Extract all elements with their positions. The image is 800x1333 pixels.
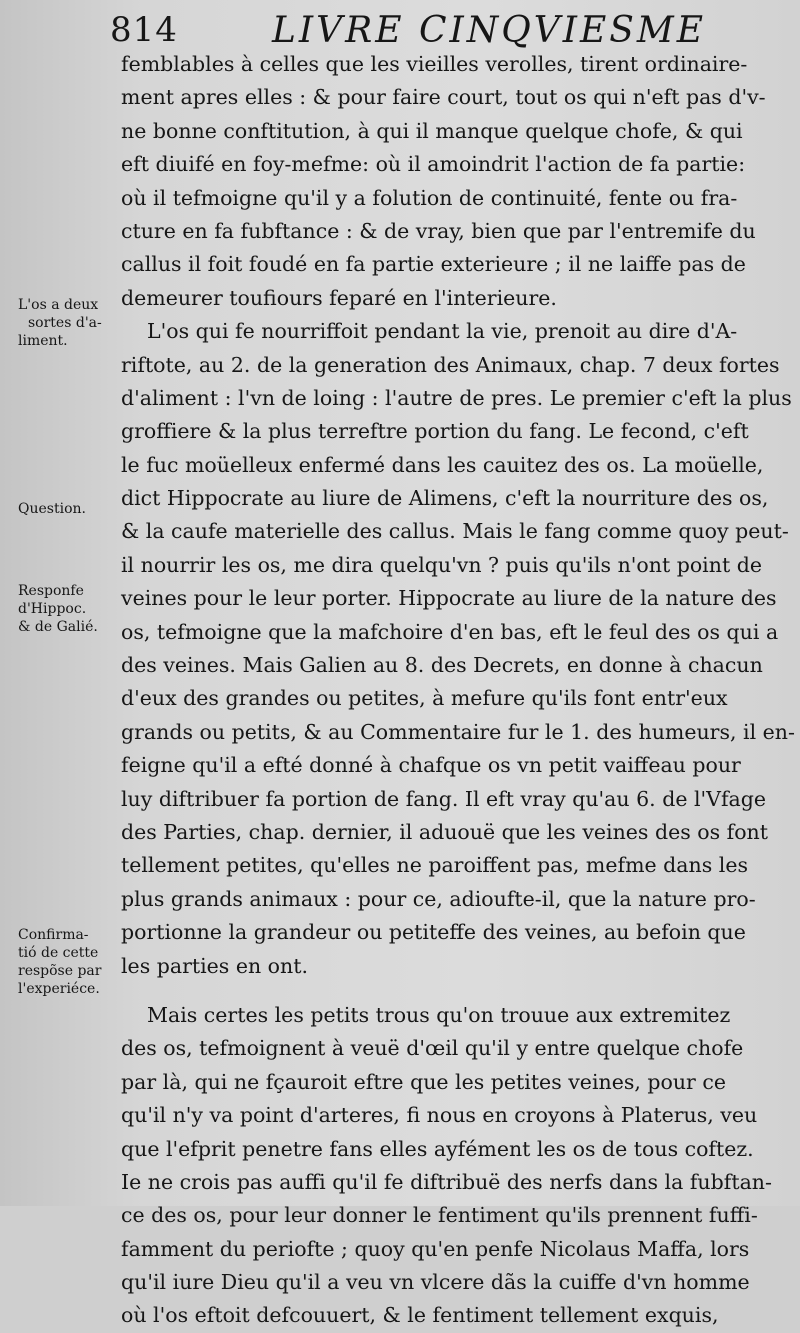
margin-note-line: Responfe [18,583,84,599]
text-line: par là, qui ne fçauroit eftre que les petites veines, pour ce [121,1069,726,1094]
text-line: groffiere & la plus terreftre portion du fang. Le fecond, c'eft [121,419,749,444]
text-line: ce des os, pour leur donner le fentiment qu'ils prennent fuffi- [121,1203,758,1228]
text-line: qu'il iure Dieu qu'il a veu vn vlcere dãs la cuiffe d'vn homme [121,1270,750,1295]
running-title: LIVRE CINQVIESME [272,10,707,51]
text-line: tellement petites, qu'elles ne paroiffent pas, mefme dans les [121,853,748,878]
margin-note-line: Question. [18,501,86,517]
main-text-column [121,48,793,1333]
text-line: les parties en ont. [121,953,308,978]
text-line: riftote, au 2. de la generation des Animaux, chap. 7 deux fortes [121,352,780,377]
margin-note-line: Confirma- [18,927,89,943]
margin-note-line: sortes d'a- [28,315,102,331]
margin-note-response [18,582,118,636]
text-line: portionne la grandeur ou petiteffe des veines, au befoin que [121,920,746,945]
text-line: grands ou petits, & au Commentaire fur le 1. des humeurs, il en- [121,719,795,744]
text-line: demeurer toufiours feparé en l'interieure. [121,285,557,310]
paragraph-gap [121,983,793,999]
text-line: d'eux des grandes ou petites, à mefure qu'ils font entr'eux [121,686,728,711]
margin-note-line: L'os a deux [18,297,99,313]
text-line: veines pour le leur porter. Hippocrate au liure de la nature des [121,586,777,611]
text-line: femblables à celles que les vieilles verolles, tirent ordinaire- [121,52,748,76]
text-line: des Parties, chap. dernier, il aduouë que les veines des os font [121,819,769,844]
text-line: luy diftribuer fa portion de fang. Il eft vray qu'au 6. de l'Vfage [121,786,767,811]
margin-note-line: d'Hippoc. [18,601,87,617]
text-line: cture en fa fubftance : & de vray, bien que par l'entremife du [121,218,756,243]
text-line: dict Hippocrate au liure de Alimens, c'eft la nourriture des os, [121,486,769,511]
page-number: 814 [110,10,178,50]
text-line: qu'il n'y va point d'arteres, fi nous en croyons à Platerus, veu [121,1103,758,1128]
page-header [110,6,800,54]
text-line: ment apres elles : & pour faire court, tout os qui n'eft pas d'v- [121,85,766,110]
margin-note-line: tió de cette [18,945,99,961]
text-line: où l'os eftoit defcouuert, & le fentiment tellement exquis, [121,1303,719,1328]
text-line: feigne qu'il a efté donné à chafque os vn petit vaiffeau pour [121,753,741,778]
text-line: os, tefmoigne que la mafchoire d'en bas, eft le feul des os qui a [121,619,779,644]
text-line: des veines. Mais Galien au 8. des Decrets, en donne à chacun [121,653,763,678]
margin-note-confirmation [18,926,118,998]
text-line: le fuc moüelleux enfermé dans les cauitez des os. La moüelle, [121,452,764,477]
text-line: Ie ne crois pas auffi qu'il fe diftribuë des nerfs dans la fubftan- [121,1169,772,1194]
text-line: & la caufe materielle des callus. Mais le fang comme quoy peut- [121,519,789,544]
margin-note-question [18,500,118,518]
margin-note-line: l'experiéce. [18,981,100,997]
text-line: que l'efprit penetre fans elles ayfément les os de tous coftez. [121,1136,754,1161]
text-line: eft diuifé en foy-mefme: où il amoindrit l'action de fa partie: [121,152,746,177]
text-line: L'os qui fe nourriffoit pendant la vie, prenoit au dire d'A- [147,319,738,344]
text-line: où il tefmoigne qu'il y a folution de continuité, fente ou fra- [121,185,738,210]
paragraph [121,999,793,1333]
text-line: il nourrir les os, me dira quelqu'vn ? puis qu'ils n'ont point de [121,552,762,577]
text-line: plus grands animaux : pour ce, adioufte-il, que la nature pro- [121,886,756,911]
margin-note-line: liment. [18,333,68,349]
margin-note-line: respõse par [18,963,102,979]
text-line: famment du periofte ; quoy qu'en penfe Nicolaus Maffa, lors [121,1236,750,1261]
text-line: ne bonne conftitution, à qui il manque quelque chofe, & qui [121,118,743,143]
text-line: callus il foit foudé en fa partie exterieure ; il ne laiffe pas de [121,252,746,277]
paragraph [121,315,793,983]
text-line: d'aliment : l'vn de loing : l'autre de pres. Le premier c'eft la plus [121,385,792,410]
paragraph [121,48,793,315]
text-line: Mais certes les petits trous qu'on trouue aux extremitez [147,1002,731,1027]
text-line: des os, tefmoignent à veuë d'œil qu'il y entre quelque chofe [121,1036,744,1061]
margin-note-two-aliments [18,296,118,350]
margin-note-line: & de Galié. [18,619,98,635]
